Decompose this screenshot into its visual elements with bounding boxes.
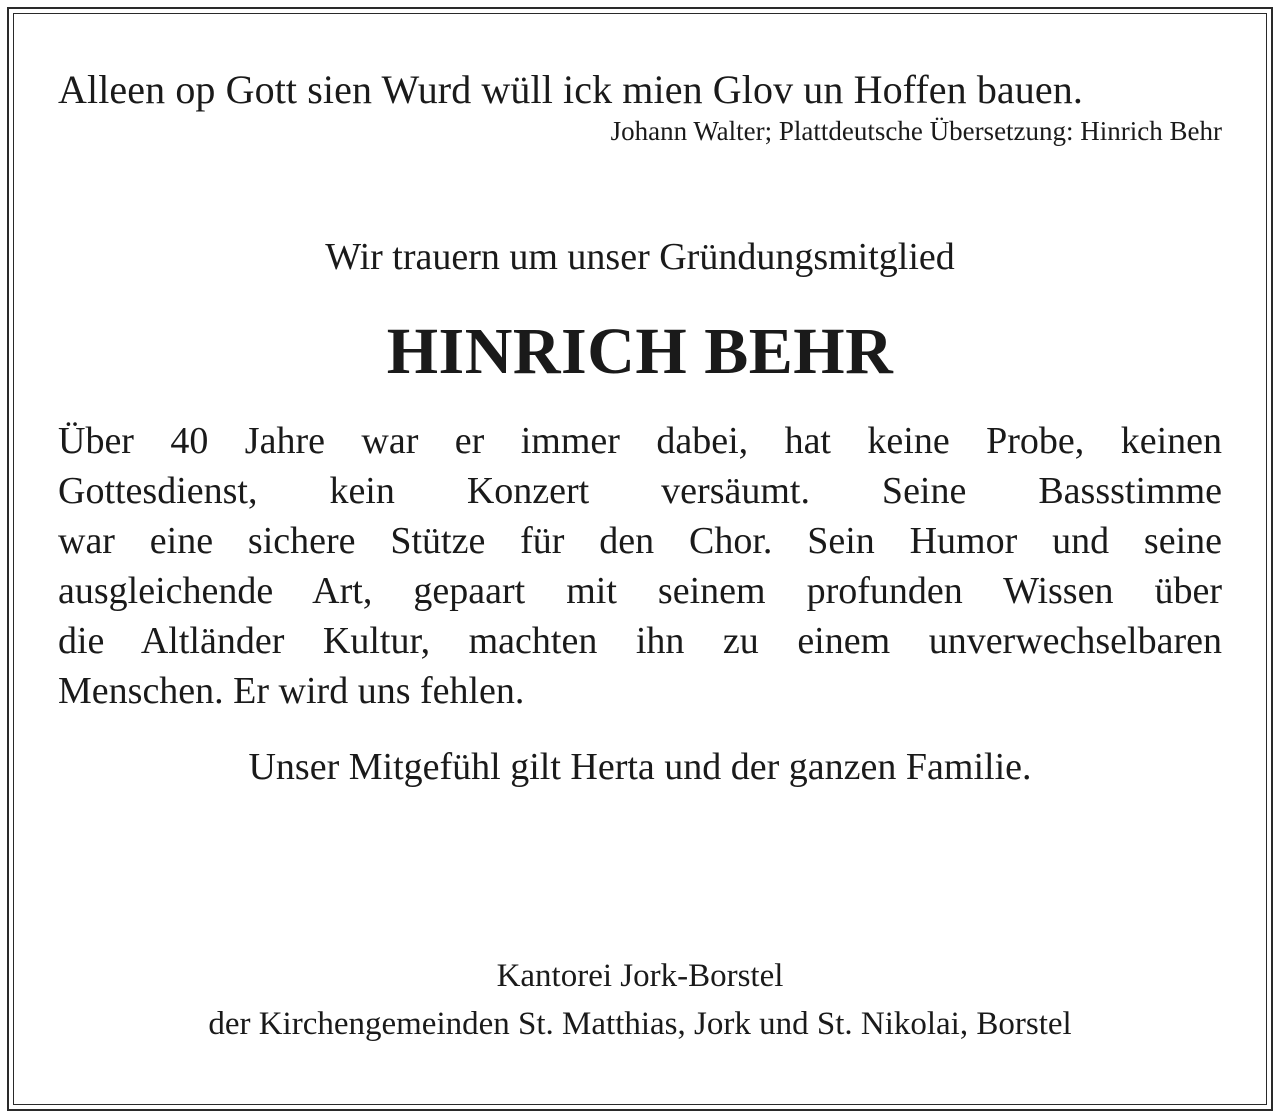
tribute-line: Gottesdienst, kein Konzert versäumt. Seine Bassstimme: [58, 470, 1222, 512]
tribute-line: war eine sichere Stütze für den Chor. Sein Humor und seine: [58, 520, 1222, 562]
motto-quote: Alleen op Gott sien Wurd wüll ick mien Glov un Hoffen bauen.: [58, 67, 1083, 112]
deceased-name: HINRICH BEHR: [386, 315, 894, 388]
intro-line: Wir trauern um unser Gründungsmitglied: [325, 236, 955, 278]
signature-parishes: der Kirchengemeinden St. Matthias, Jork und St. Nikolai, Borstel: [208, 1006, 1072, 1042]
signature-block: [58, 952, 1222, 1048]
condolence-line: Unser Mitgefühl gilt Herta und der ganzen Familie.: [248, 746, 1032, 788]
tribute-line: ausgleichende Art, gepaart mit seinem profunden Wissen über: [58, 570, 1222, 612]
signature-organization: Kantorei Jork-Borstel: [496, 958, 784, 994]
obituary-content: [58, 66, 1222, 790]
tribute-paragraph: [58, 416, 1222, 716]
motto-source: Johann Walter; Plattdeutsche Übersetzung: Hinrich Behr: [610, 116, 1222, 146]
tribute-line: Über 40 Jahre war er immer dabei, hat keine Probe, keinen: [58, 420, 1222, 462]
tribute-line: die Altländer Kultur, machten ihn zu einem unverwechselbaren: [58, 620, 1222, 662]
tribute-line: Menschen. Er wird uns fehlen.: [58, 670, 525, 712]
